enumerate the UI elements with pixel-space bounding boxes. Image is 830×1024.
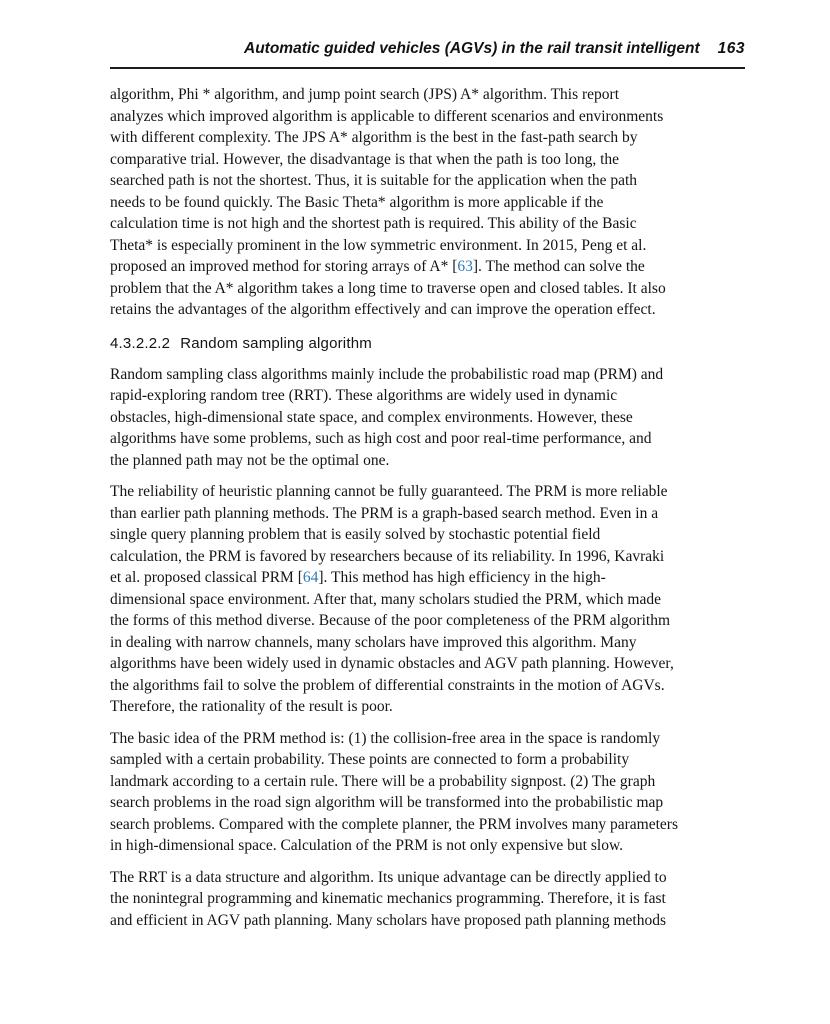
text-line (110, 450, 745, 472)
page-number: 163 (717, 40, 745, 57)
text-line (110, 632, 745, 654)
text-segment: et al. proposed classical PRM [ (110, 569, 303, 586)
text-segment: dimensional space environment. After that, many scholars studied the PRM, which made (110, 590, 661, 608)
text-line (110, 299, 745, 321)
text-segment: search problems in the road sign algorithm will be transformed into the probabilistic map (110, 794, 664, 811)
citation-link[interactable]: 64 (302, 569, 319, 586)
text-segment: problem that the A* algorithm takes a long time to traverse open and closed tables. It also (110, 279, 666, 297)
text-line (110, 696, 745, 718)
text-segment: algorithm, Phi * algorithm, and jump point search (JPS) A* algorithm. This report (110, 86, 620, 103)
text-segment: ]. The method can solve the (472, 258, 645, 275)
text-line (110, 428, 745, 450)
text-segment: with different complexity. The JPS A* algorithm is the best in the fast-path search by (110, 129, 638, 146)
citation-link[interactable]: 63 (457, 258, 473, 275)
text-segment: needs to be found quickly. The Basic Theta* algorithm is more applicable if the (110, 193, 604, 211)
text-segment: proposed an improved method for storing arrays of A* [ (110, 258, 458, 275)
text-segment: rapid-exploring random tree (RRT). These algorithms are widely used in dynamic (110, 387, 618, 404)
text-line (110, 567, 745, 589)
text-line (110, 546, 745, 568)
text-line (110, 653, 745, 675)
paragraph (110, 728, 745, 857)
text-line (110, 385, 745, 407)
text-line (110, 192, 745, 214)
text-segment: sampled with a certain probability. These points are connected to form a probability (110, 751, 630, 768)
text-line (110, 728, 745, 750)
text-segment: comparative trial. However, the disadvantage is that when the path is too long, the (110, 150, 620, 168)
text-line (110, 481, 745, 503)
text-segment: Therefore, the rationality of the result is poor. (110, 698, 393, 715)
text-segment: obstacles, high-dimensional state space, and complex environments. However, these (110, 408, 633, 426)
text-line (110, 814, 745, 836)
text-line (110, 910, 745, 932)
paragraph (110, 867, 745, 932)
page-content (110, 84, 745, 931)
text-line (110, 749, 745, 771)
text-segment: landmark according to a certain rule. There will be a probability signpost. (2) The graph (110, 772, 656, 790)
text-segment: The RRT is a data structure and algorithm. Its unique advantage can be directly applied to (110, 868, 667, 886)
text-segment: in high-dimensional space. Calculation of the PRM is not only expensive but slow. (110, 837, 624, 854)
section-title: Random sampling algorithm (180, 334, 372, 352)
text-line (110, 792, 745, 814)
text-segment: analyzes which improved algorithm is applicable to different scenarios and environments (110, 107, 664, 125)
text-segment: calculation, the PRM is favored by researchers because of its reliability. In 1996, Kavraki (110, 547, 665, 565)
text-segment: the nonintegral programming and kinematic mechanics programming. Therefore, it is fast (110, 890, 666, 907)
text-line (110, 364, 745, 386)
text-segment: than earlier path planning methods. The PRM is a graph-based search method. Even in a (110, 504, 659, 522)
text-line (110, 503, 745, 525)
text-segment: calculation time is not high and the shortest path is required. This ability of the Basic (110, 215, 637, 232)
section-number: 4.3.2.2.2 (110, 334, 171, 352)
text-segment: The basic idea of the PRM method is: (1) the collision-free area in the space is randomly (110, 729, 661, 747)
text-line (110, 170, 745, 192)
text-segment: ]. This method has high efficiency in the high- (318, 569, 606, 586)
text-line (110, 835, 745, 857)
running-header (110, 40, 745, 69)
paragraph (110, 84, 745, 321)
text-segment: algorithms have been widely used in dynamic obstacles and AGV path planning. However, (110, 655, 674, 672)
text-line (110, 106, 745, 128)
text-segment: search problems. Compared with the complete planner, the PRM involves many parameters (110, 815, 678, 833)
text-line (110, 610, 745, 632)
text-line (110, 589, 745, 611)
text-line (110, 867, 745, 889)
paragraph (110, 364, 745, 472)
text-line (110, 256, 745, 278)
text-segment: searched path is not the shortest. Thus, it is suitable for the application when the path (110, 172, 638, 189)
text-segment: Random sampling class algorithms mainly include the probabilistic road map (PRM) and (110, 365, 664, 383)
text-line (110, 149, 745, 171)
text-segment: retains the advantages of the algorithm effectively and can improve the operation effect. (110, 301, 656, 318)
section-heading (110, 333, 745, 354)
text-line (110, 84, 745, 106)
text-segment: Theta* is especially prominent in the low symmetric environment. In 2015, Peng et al. (110, 236, 647, 254)
text-segment: algorithms have some problems, such as high cost and poor real-time performance, and (110, 430, 652, 447)
text-segment: The reliability of heuristic planning cannot be fully guaranteed. The PRM is more reliable (110, 483, 668, 500)
text-line (110, 524, 745, 546)
text-line (110, 127, 745, 149)
text-segment: single query planning problem that is easily solved by stochastic potential field (110, 526, 601, 543)
text-line (110, 675, 745, 697)
text-segment: in dealing with narrow channels, many scholars have improved this algorithm. Many (110, 633, 637, 651)
text-line (110, 888, 745, 910)
paragraph (110, 481, 745, 718)
text-segment: the planned path may not be the optimal one. (110, 451, 390, 469)
running-header-title: Automatic guided vehicles (AGVs) in the rail transit intelligent (244, 40, 700, 57)
text-line (110, 235, 745, 257)
text-segment: the algorithms fail to solve the problem of differential constraints in the motion of AGVs. (110, 676, 665, 694)
text-line (110, 771, 745, 793)
text-line (110, 213, 745, 235)
text-line (110, 278, 745, 300)
text-segment: and efficient in AGV path planning. Many scholars have proposed path planning methods (110, 911, 667, 929)
text-line (110, 407, 745, 429)
text-segment: the forms of this method diverse. Because of the poor completeness of the PRM algorithm (110, 612, 671, 629)
